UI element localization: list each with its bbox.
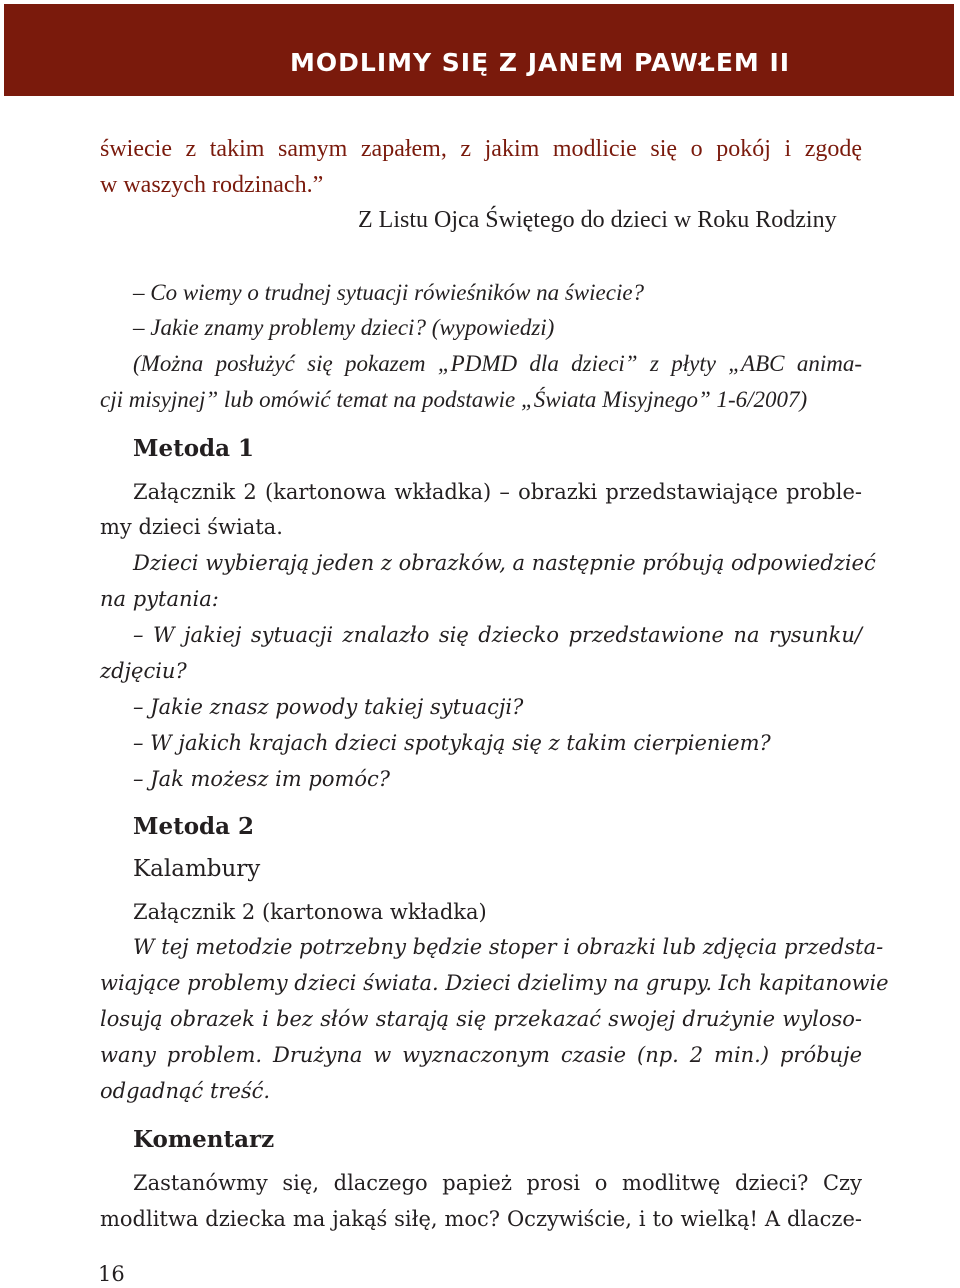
- method-2-attachment: Załącznik 2 (kartonowa wkładka): [133, 900, 487, 924]
- method-1-attachment-line-1: Załącznik 2 (kartonowa wkładka) – obrazki przedstawiające proble-: [133, 480, 862, 504]
- method-1-question-1-line-2: zdjęciu?: [100, 659, 187, 683]
- method-1-instruction-line-1: Dzieci wybierają jeden z obrazków, a następnie próbują odpowiedzieć: [133, 551, 876, 575]
- method-1-instruction-line-2: na pytania:: [100, 587, 219, 611]
- comment-paragraph-line-1: Zastanówmy się, dlaczego papież prosi o modlitwę dzieci? Czy: [133, 1171, 862, 1195]
- intro-note-line-2: cji misyjnej” lub omówić temat na podstawie „Świata Misyjnego” 1-6/2007): [100, 387, 808, 412]
- comment-paragraph-line-2: modlitwa dziecka ma jakąś siłę, moc? Oczywiście, i to wielką! A dlacze-: [100, 1207, 862, 1231]
- method-1-heading: Metoda 1: [133, 435, 255, 462]
- method-1-question-3: – W jakich krajach dzieci spotykają się z takim cierpieniem?: [133, 731, 771, 755]
- intro-question-1: – Co wiemy o trudnej sytuacji rówieśników na świecie?: [133, 280, 645, 305]
- method-2-paragraph-line-2: wiające problemy dzieci świata. Dzieci dzielimy na grupy. Ich kapitanowie: [100, 971, 889, 995]
- quote-source: Z Listu Ojca Świętego do dzieci w Roku Rodziny: [358, 207, 837, 233]
- method-2-subtitle: Kalambury: [133, 856, 261, 882]
- quote-line-2: w waszych rodzinach.”: [100, 172, 324, 198]
- method-2-paragraph-line-3: losują obrazek i bez słów starają się przekazać swojej drużynie wyloso-: [100, 1007, 862, 1031]
- intro-question-2: – Jakie znamy problemy dzieci? (wypowiedzi): [133, 315, 555, 340]
- method-1-question-4: – Jak możesz im pomóc?: [133, 767, 391, 791]
- method-1-attachment-line-2: my dzieci świata.: [100, 515, 283, 539]
- method-1-question-2: – Jakie znasz powody takiej sytuacji?: [133, 695, 524, 719]
- method-2-heading: Metoda 2: [133, 813, 255, 840]
- page-number: 16: [98, 1262, 125, 1286]
- method-1-question-1-line-1: – W jakiej sytuacji znalazło się dziecko przedstawione na rysunku/: [133, 623, 862, 647]
- running-header-title: MODLIMY SIĘ Z JANEM PAWŁEM II: [290, 48, 791, 77]
- method-2-paragraph-line-4: wany problem. Drużyna w wyznaczonym czasie (np. 2 min.) próbuje: [100, 1043, 862, 1067]
- intro-note-line-1: (Można posłużyć się pokazem „PDMD dla dzieci” z płyty „ABC anima-: [133, 351, 862, 376]
- comment-heading: Komentarz: [133, 1126, 275, 1153]
- method-2-paragraph-line-1: W tej metodzie potrzebny będzie stoper i obrazki lub zdjęcia przedsta-: [133, 935, 884, 959]
- method-2-paragraph-line-5: odgadnąć treść.: [100, 1079, 271, 1103]
- quote-line-1: świecie z takim samym zapałem, z jakim modlicie się o pokój i zgodę: [100, 136, 862, 162]
